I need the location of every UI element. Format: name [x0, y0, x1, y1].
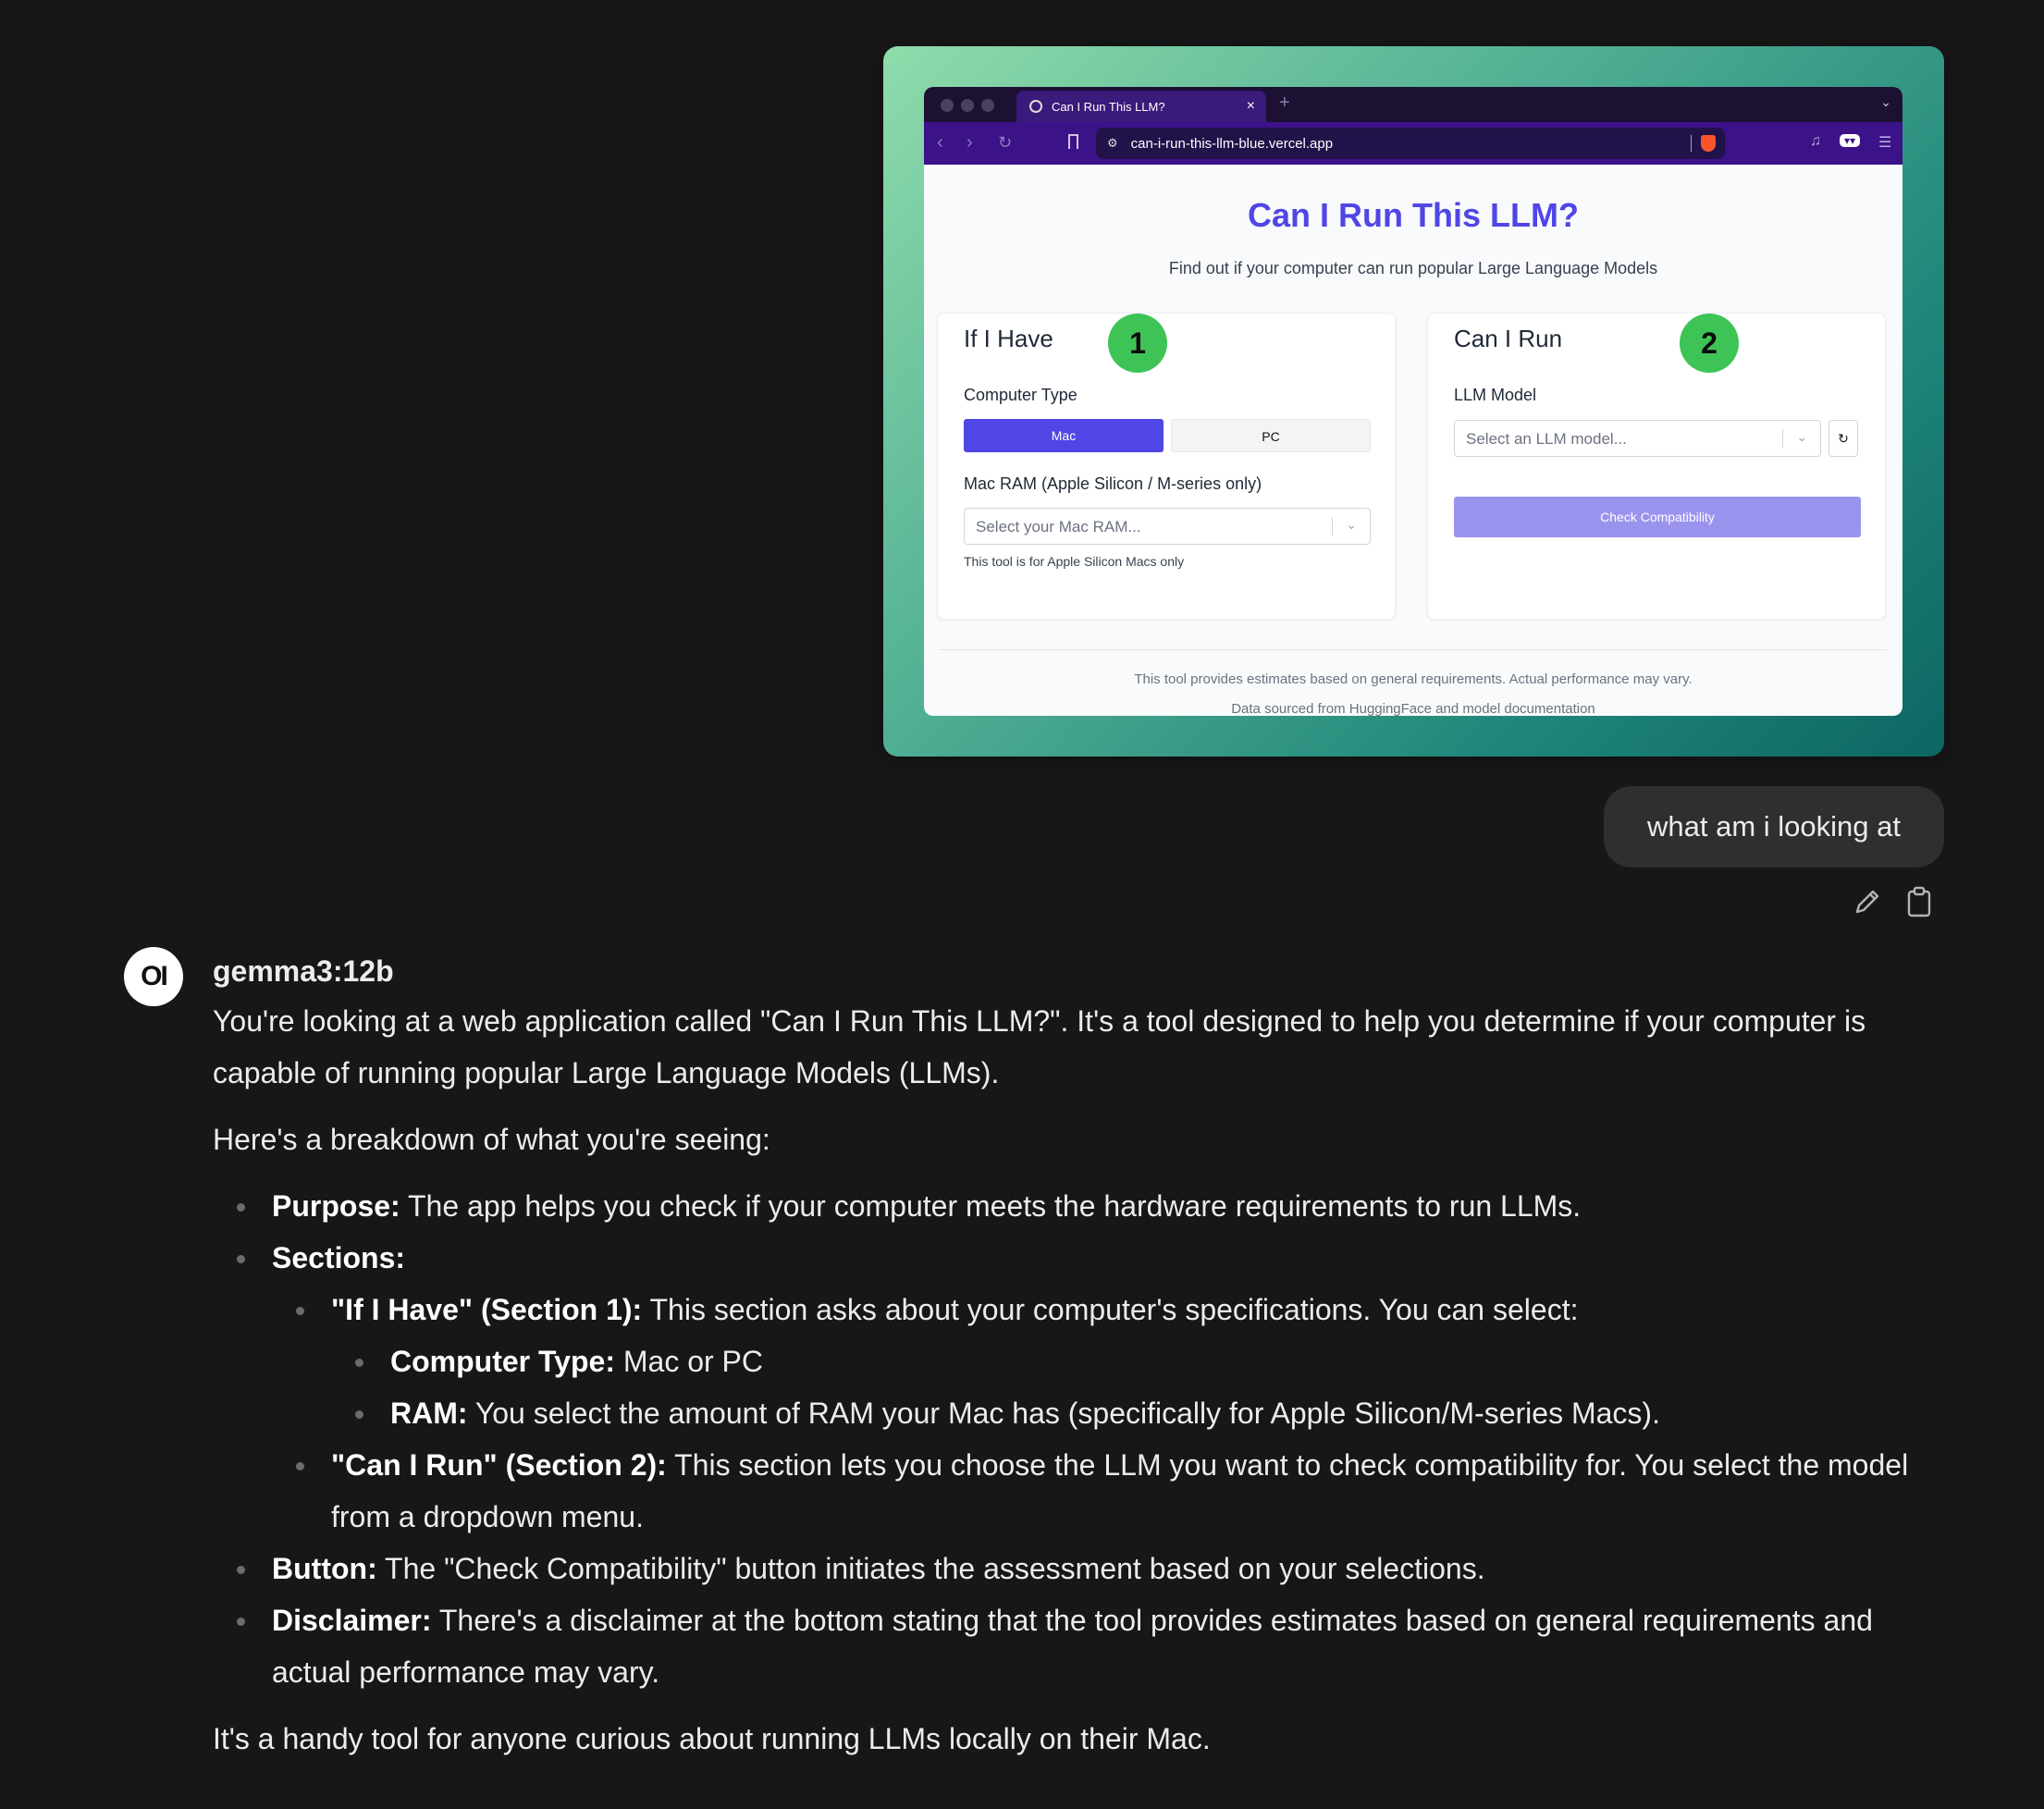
plus-icon: + — [1279, 92, 1290, 113]
brave-shield-icon — [1701, 135, 1716, 152]
clipboard-icon[interactable] — [1905, 886, 1933, 917]
close-icon: × — [1246, 98, 1255, 114]
url-text: can-i-run-this-llm-blue.vercel.app — [1130, 135, 1334, 152]
mac-ram-select — [964, 508, 1371, 545]
card-title: Can I Run — [1454, 325, 1563, 352]
address-bar — [924, 122, 1902, 165]
list-item — [331, 1284, 1952, 1439]
select-divider — [1332, 517, 1333, 535]
web-page — [924, 165, 1902, 716]
item-label: Sections: — [272, 1241, 406, 1274]
check-compatibility-button: Check Compatibility — [1454, 497, 1861, 537]
item-label: "Can I Run" (Section 2): — [331, 1448, 667, 1482]
can-i-run-card — [1427, 313, 1886, 620]
item-text: The "Check Compatibility" button initiates the assessment based on your selections. — [376, 1552, 1485, 1585]
mac-option-button: Mac — [964, 419, 1164, 452]
list-item — [272, 1232, 1952, 1543]
tab-title: Can I Run This LLM? — [1052, 99, 1165, 114]
music-icon: ♫ — [1810, 133, 1821, 149]
globe-icon — [1029, 100, 1042, 113]
card-title: If I Have — [964, 325, 1053, 352]
back-icon: ‹ — [937, 132, 943, 153]
item-text: Mac or PC — [614, 1345, 763, 1378]
if-i-have-card — [937, 313, 1396, 620]
edit-icon[interactable] — [1852, 886, 1883, 917]
window-minimize-dot — [961, 99, 974, 112]
llm-model-select — [1454, 420, 1821, 457]
footer-divider — [939, 649, 1888, 650]
answer-closing: It's a handy tool for anyone curious about running LLMs locally on their Mac. — [213, 1722, 1211, 1755]
answer-intro: You're looking at a web application called "Can I Run This LLM?". It's a tool designed to help you determine if your computer is capable of running popular Large Language Models (LLMs). — [213, 1004, 1866, 1089]
section1-list — [331, 1335, 1952, 1439]
pc-option-button: PC — [1171, 419, 1371, 452]
breakdown-list — [213, 1180, 1952, 1698]
tab-bar — [924, 87, 1902, 122]
list-item — [331, 1439, 1952, 1543]
answer-breakdown: Here's a breakdown of what you're seeing: — [213, 1123, 770, 1156]
select-divider — [1782, 429, 1783, 448]
menu-icon: ☰ — [1878, 135, 1892, 151]
browser-window — [924, 87, 1902, 716]
item-text: There's a disclaimer at the bottom stating that the tool provides estimates based on general requirements and actual performance may vary. — [272, 1604, 1873, 1689]
site-settings-icon: ⚙ — [1107, 136, 1118, 150]
page-subtitle: Find out if your computer can run popular Large Language Models — [1168, 259, 1658, 277]
apple-silicon-hint: This tool is for Apple Silicon Macs only — [964, 554, 1185, 569]
url-separator — [1691, 135, 1692, 152]
list-item — [272, 1180, 1952, 1232]
item-label: Purpose: — [272, 1189, 400, 1223]
step-badge-1: 1 — [1108, 314, 1167, 373]
item-text: This section asks about your computer's specifications. You can select: — [642, 1293, 1579, 1326]
item-text: You select the amount of RAM your Mac has (specifically for Apple Silicon/M-series Macs). — [467, 1397, 1660, 1430]
glasses-icon: ▾▾ — [1840, 134, 1860, 147]
list-item — [272, 1594, 1952, 1698]
item-label: Button: — [272, 1552, 377, 1585]
browser-tab — [1016, 91, 1266, 122]
item-label: "If I Have" (Section 1): — [331, 1293, 643, 1326]
item-text: This section lets you choose the LLM you want to check compatibility for. You select the model from a dropdown menu. — [331, 1448, 1909, 1533]
llm-model-label: LLM Model — [1454, 386, 1537, 404]
bookmark-icon — [1068, 134, 1078, 149]
item-text: The app helps you check if your computer meets the hardware requirements to run LLMs. — [400, 1189, 1582, 1223]
reload-icon: ↻ — [998, 133, 1013, 152]
window-zoom-dot — [981, 99, 994, 112]
list-item — [390, 1387, 1952, 1439]
url-field — [1096, 128, 1725, 159]
data-source-text: Data sourced from HuggingFace and model documentation — [1231, 701, 1595, 716]
refresh-icon: ↻ — [1829, 420, 1858, 457]
mac-ram-label: Mac RAM (Apple Silicon / M-series only) — [964, 474, 1262, 493]
llm-model-placeholder: Select an LLM model... — [1466, 430, 1627, 448]
item-label: RAM: — [390, 1397, 468, 1430]
chevron-down-icon: ⌄ — [1346, 517, 1357, 532]
page-title: Can I Run This LLM? — [1248, 196, 1579, 234]
list-item — [390, 1335, 1952, 1387]
attached-screenshot[interactable] — [883, 46, 1944, 757]
disclaimer-text: This tool provides estimates based on general requirements. Actual performance may vary. — [1134, 671, 1693, 687]
item-label: Disclaimer: — [272, 1604, 432, 1637]
item-label: Computer Type: — [390, 1345, 615, 1378]
mac-ram-placeholder: Select your Mac RAM... — [976, 518, 1141, 535]
forward-icon: › — [967, 132, 973, 153]
step-badge-2: 2 — [1680, 314, 1739, 373]
chevron-down-icon: ⌄ — [1796, 429, 1807, 444]
computer-type-label: Computer Type — [964, 386, 1077, 404]
chevron-down-icon: ⌄ — [1880, 94, 1891, 109]
model-name: gemma3:12b — [213, 954, 394, 988]
sections-list — [272, 1284, 1952, 1543]
assistant-avatar: OI — [124, 947, 183, 1006]
window-close-dot — [941, 99, 954, 112]
assistant-message — [213, 995, 1952, 1779]
user-message: what am i looking at — [1604, 786, 1944, 868]
list-item — [272, 1543, 1952, 1594]
